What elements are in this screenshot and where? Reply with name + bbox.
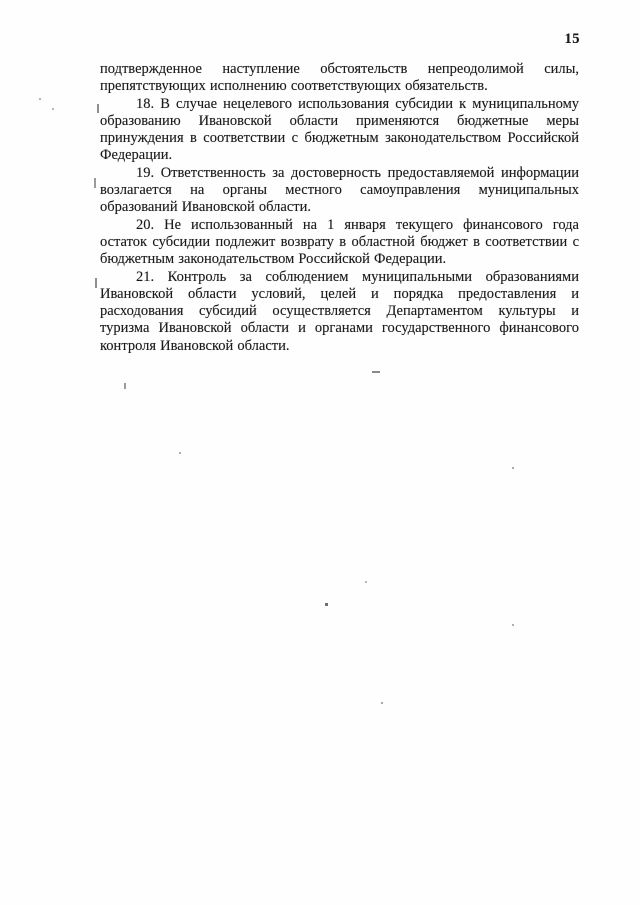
- margin-tick: [94, 178, 96, 188]
- paragraph: [100, 217, 579, 269]
- text-line: препятствующих исполнению соответствующих обязательств.: [100, 78, 488, 95]
- text-line: 18. В случае нецелевого использования субсидии к муниципальному: [136, 95, 579, 112]
- paragraph: [100, 61, 579, 96]
- page-number: 15: [564, 31, 580, 47]
- text-line: подтвержденное наступление обстоятельств непреодолимой силы,: [100, 61, 579, 77]
- text-line: принуждения в соответствии с бюджетным законодательством Российской: [100, 130, 579, 147]
- text-line: Ивановской области условий, целей и порядка предоставления и: [100, 285, 579, 302]
- scan-speck: [512, 467, 514, 469]
- paragraph: [100, 269, 579, 355]
- text-line: 21. Контроль за соблюдением муниципальными образованиями: [136, 268, 579, 285]
- text-line: образованию Ивановской области применяются бюджетные меры: [100, 112, 579, 129]
- document-body: [100, 61, 579, 355]
- text-line: возлагается на органы местного самоуправления муниципальных: [100, 182, 579, 199]
- text-line: контроля Ивановской области.: [100, 337, 290, 354]
- paragraph: [100, 96, 579, 165]
- scan-speck: [512, 624, 514, 626]
- text-line: образований Ивановской области.: [100, 199, 312, 216]
- text-line: туризма Ивановской области и органами государственного финансового: [100, 320, 579, 337]
- text-line: расходования субсидий осуществляется Департаментом культуры и: [100, 303, 579, 320]
- scan-dash: [372, 371, 380, 373]
- text-line: остаток субсидии подлежит возврату в областной бюджет в соответствии с: [100, 233, 579, 250]
- scan-speck: [365, 581, 367, 583]
- scan-speck: [381, 702, 383, 704]
- text-line: бюджетным законодательством Российской Федерации.: [100, 251, 447, 268]
- scan-speck: [52, 108, 54, 110]
- text-line: 19. Ответственность за достоверность предоставляемой информации: [136, 164, 579, 181]
- scan-speck: [179, 452, 181, 454]
- scan-speck: [124, 383, 126, 389]
- scan-speck: [325, 603, 328, 606]
- paragraph: [100, 165, 579, 217]
- text-line: 20. Не использованный на 1 января текущего финансового года: [136, 216, 579, 233]
- margin-tick: [97, 104, 99, 113]
- margin-tick: [95, 278, 97, 288]
- scan-speck: [39, 98, 41, 100]
- text-line: Федерации.: [100, 147, 173, 164]
